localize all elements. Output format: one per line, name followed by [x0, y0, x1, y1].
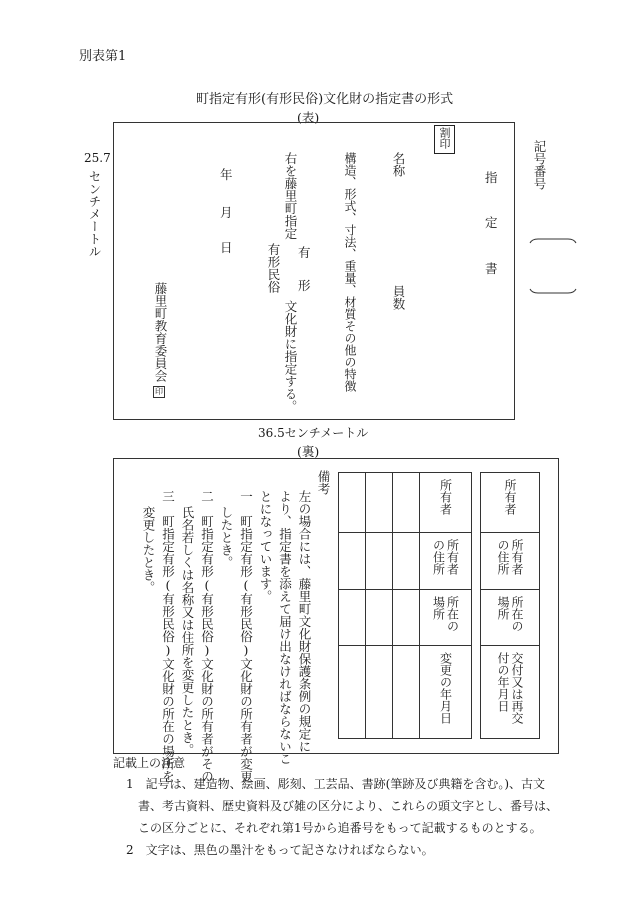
- remarks-line: とになっています。: [258, 490, 273, 603]
- bracket-shape: [528, 237, 578, 295]
- notes-item-2: 2 文字は、黒色の墨汁をもって記さなければならない。: [126, 843, 434, 857]
- remarks-line: したとき。: [219, 506, 234, 569]
- table-left-blank-cell: [339, 646, 366, 739]
- doc-title-char-1: 指: [485, 170, 498, 185]
- back-side-label: (裏): [297, 444, 320, 459]
- count-field-label: 員数: [391, 285, 406, 310]
- table-left-cell-location: [420, 590, 472, 646]
- remarks-line: 変更したとき。: [141, 506, 156, 594]
- table-right-cell-issue-date: [481, 646, 540, 739]
- name-field-label: 名称: [391, 152, 406, 177]
- notes-item-1-cont-1: 書、考古資料、歴史資料及び雑の区分により、これらの頭文字とし、番号は、: [126, 799, 559, 813]
- table-right-cell-owner-address: [481, 533, 540, 590]
- table-left-cell-change-date: [420, 646, 472, 739]
- date-month: 月: [220, 205, 233, 220]
- table-left-blank-cell: [366, 590, 393, 646]
- table-left-header-change-date: 変更の年月日: [438, 652, 453, 724]
- notes-heading: 記載上の注意: [113, 756, 186, 770]
- table-right-header-owner-address: 所有者の住所: [496, 539, 524, 575]
- table-left-header-owner: 所有者: [438, 479, 453, 515]
- annex-label: 別表第1: [79, 49, 127, 64]
- date-day: 日: [220, 240, 233, 255]
- split-seal-box: [434, 125, 455, 154]
- table-right-cell-location: [481, 590, 540, 646]
- notes-item-1: 1 記号は、建造物、絵画、彫刻、工芸品、書跡(筆跡及び典籍を含む。)、古文: [126, 777, 546, 791]
- table-left-blank-cell: [339, 473, 366, 533]
- width-label: 36.5センチメートル: [258, 426, 369, 440]
- features-field-label: 構造、形式、寸法、重量、材質その他の特徴: [343, 152, 357, 392]
- designation-line-1: 右を藤里町指定: [283, 152, 298, 240]
- table-left-blank-cell: [393, 473, 420, 533]
- register-table-left: [338, 472, 472, 739]
- record-number-label: 記号番号: [532, 140, 547, 190]
- table-left-blank-cell: [366, 473, 393, 533]
- record-number-bracket: [528, 237, 578, 295]
- register-table-right: [480, 472, 540, 739]
- table-left-header-owner-address: 所有者の住所: [431, 539, 460, 575]
- remarks-line: 一 町指定有形(有形民俗)文化財の所有者が変更: [238, 490, 254, 783]
- table-left-blank-cell: [366, 533, 393, 590]
- remarks-title: 備考: [316, 470, 331, 495]
- remarks-line: 左の場合には、藤里町文化財保護条例の規定に: [297, 490, 312, 753]
- front-frame: [113, 122, 515, 420]
- table-left-cell-owner: [420, 473, 472, 533]
- remarks-line: 二 町指定有形(有形民俗)文化財の所有者がその: [199, 490, 215, 783]
- notes-item-1-cont-2: この区分ごとに、それぞれ第1号から追番号をもって記載するものとする。: [126, 821, 542, 835]
- table-right-header-issue-date: 交付又は再交付の年月日: [496, 652, 524, 724]
- split-seal-label: 割印: [438, 127, 451, 149]
- designation-tangible-2: 形: [298, 278, 311, 293]
- document-title: 町指定有形(有形民俗)文化財の指定書の形式: [196, 92, 454, 107]
- table-left-blank-cell: [393, 590, 420, 646]
- date-year: 年: [220, 167, 233, 182]
- doc-title-char-3: 書: [485, 261, 498, 276]
- issuer-seal: 印: [155, 387, 163, 396]
- table-right-header-owner: 所有者: [503, 479, 517, 515]
- height-label-unit: センチメートル: [87, 170, 102, 258]
- front-side-label: (表): [297, 110, 320, 125]
- issuer-name: 藤里町教育委員会: [153, 282, 168, 382]
- remarks-line: 氏名若しくは名称又は住所を変更したとき。: [180, 506, 195, 756]
- doc-title-char-2: 定: [485, 215, 498, 230]
- height-label-number: 25.7: [84, 151, 111, 165]
- table-right-header-location: 所在の場所: [496, 596, 524, 632]
- designation-tangible-1: 有: [298, 245, 311, 260]
- table-left-blank-cell: [393, 646, 420, 739]
- designation-folk-label: 有形民俗: [266, 243, 281, 293]
- designation-line-3: 文化財に指定する。: [283, 300, 298, 413]
- table-left-blank-cell: [339, 533, 366, 590]
- table-left-blank-cell: [339, 590, 366, 646]
- remarks-line: より、指定書を添えて届け出なければならないこ: [277, 490, 293, 765]
- table-left-header-location: 所在の場所: [431, 596, 460, 632]
- table-left-cell-owner-address: [420, 533, 472, 590]
- table-right-cell-owner: [481, 473, 540, 533]
- table-left-blank-cell: [366, 646, 393, 739]
- table-left-blank-cell: [393, 533, 420, 590]
- remarks-line: 三 町指定有形(有形民俗)文化財の所在の場所を: [160, 490, 176, 783]
